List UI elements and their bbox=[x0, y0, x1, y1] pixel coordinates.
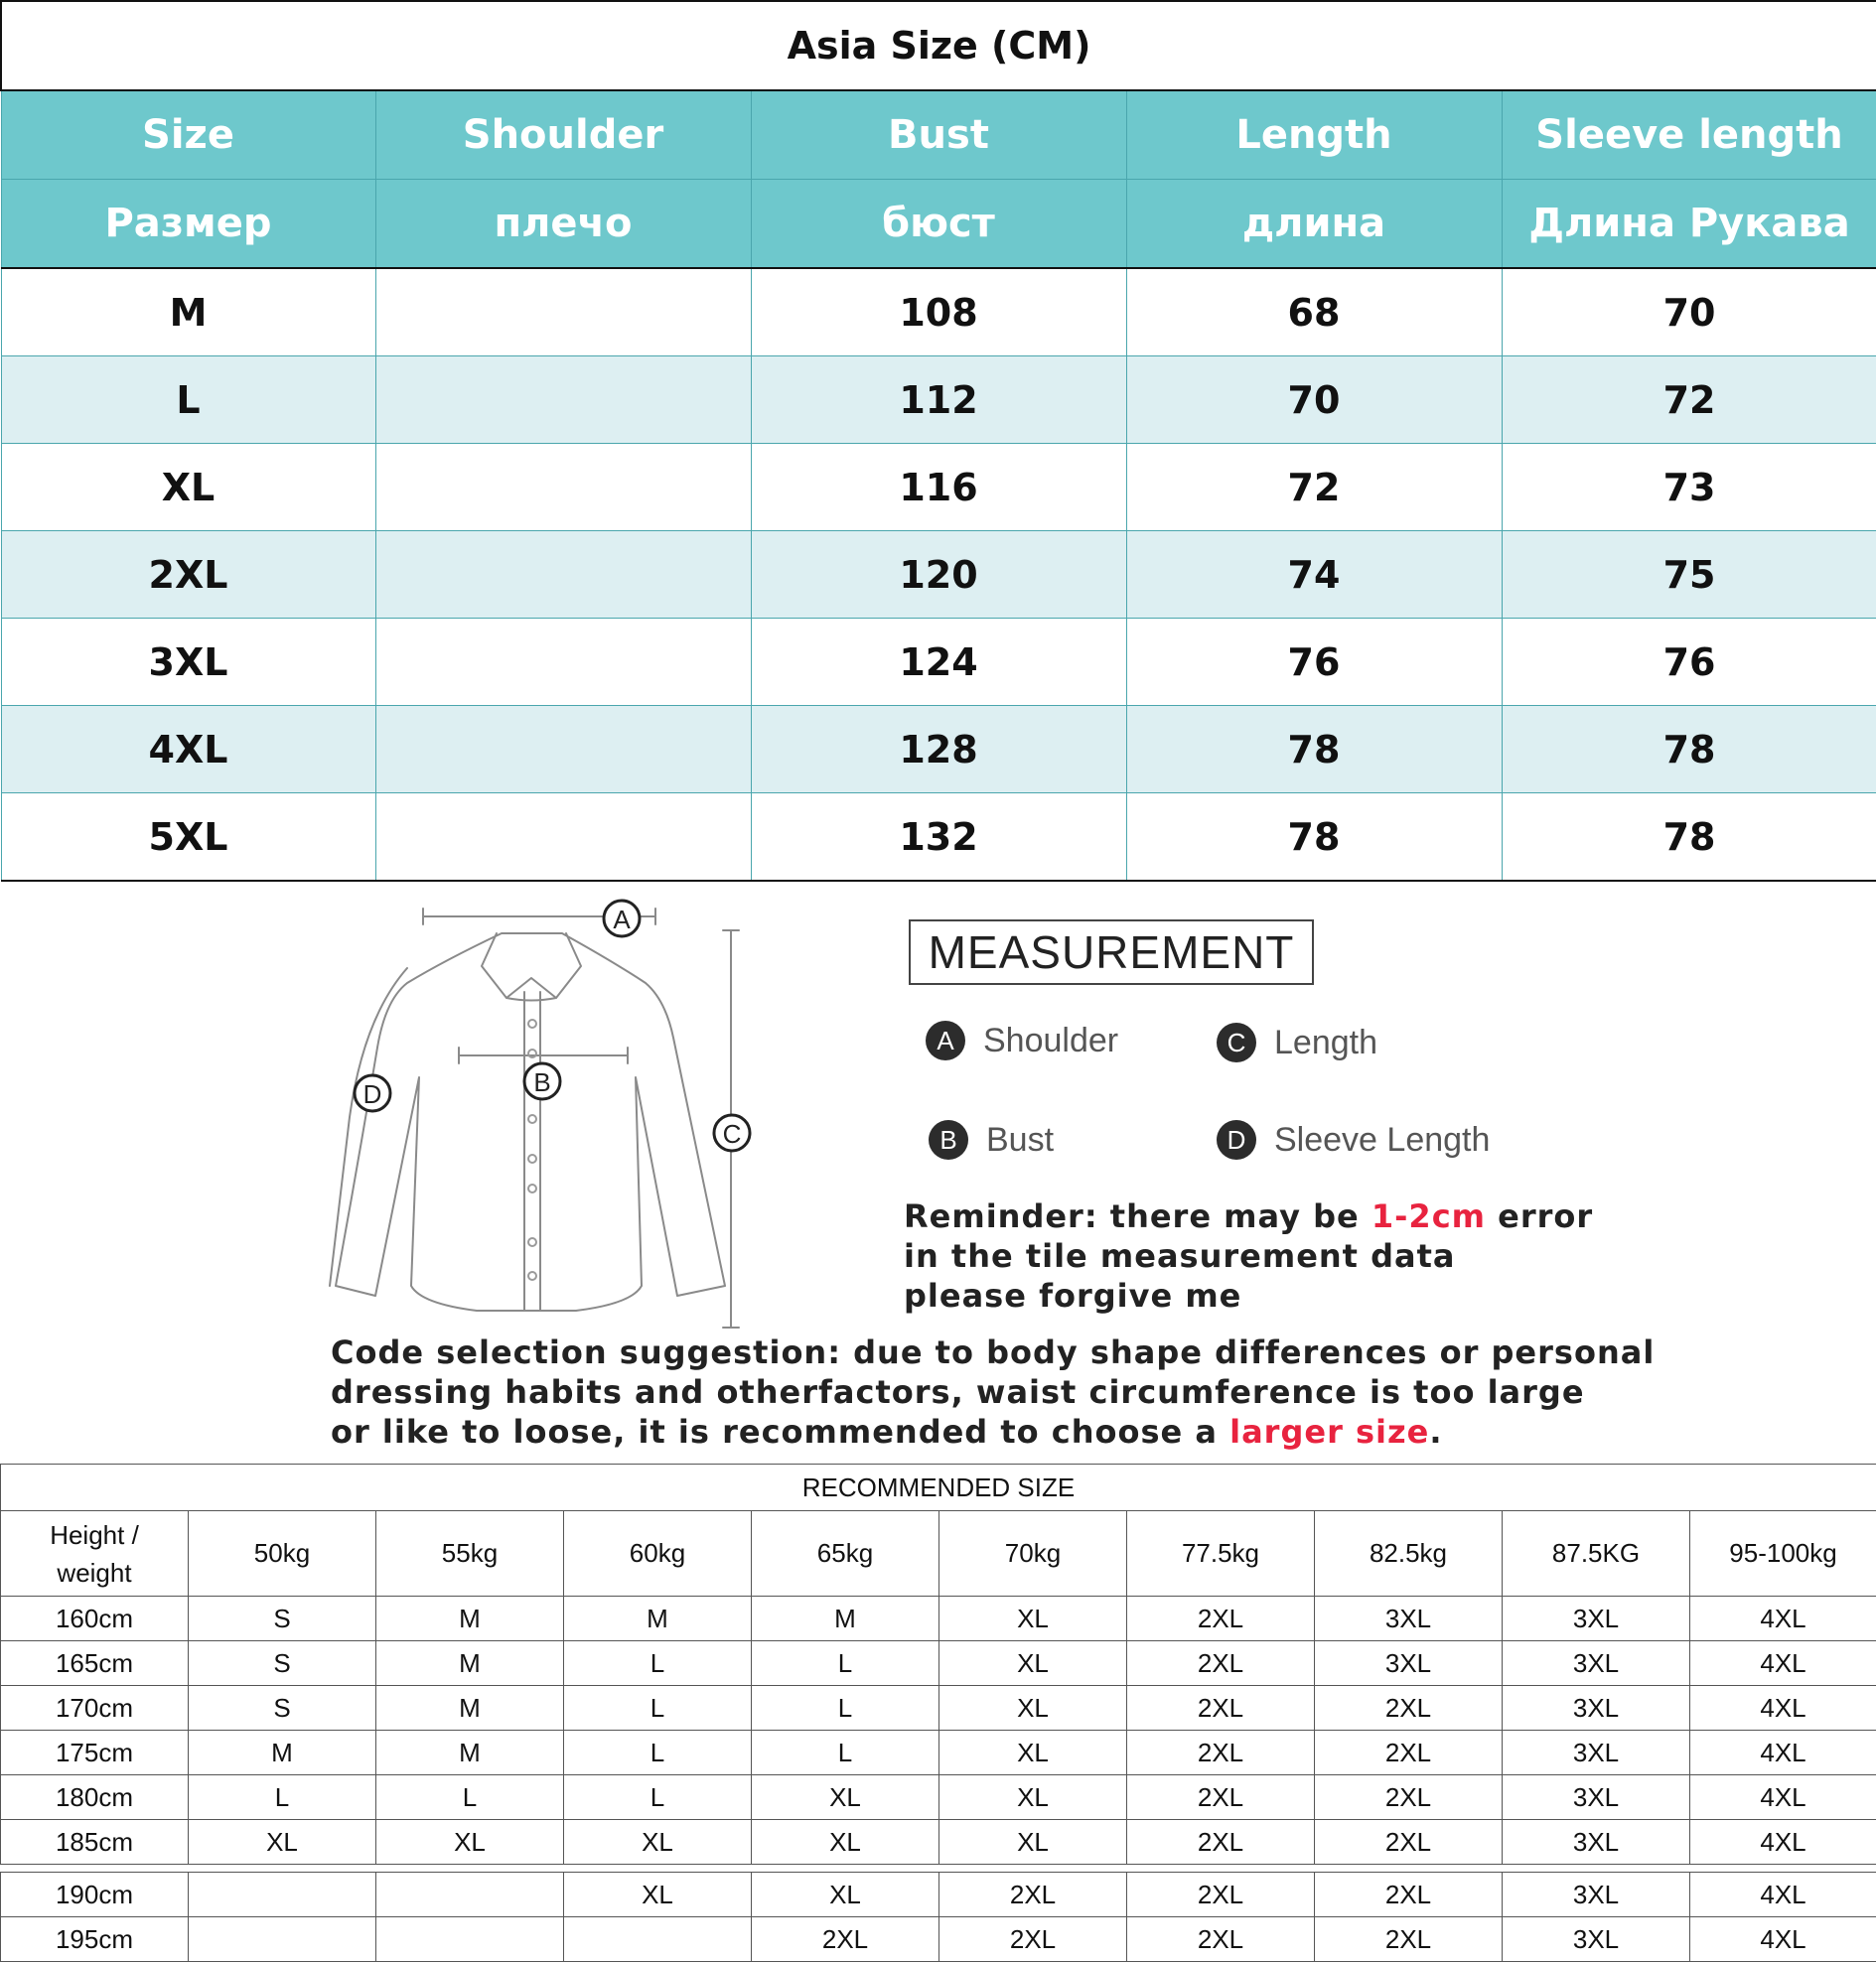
svg-text:C: C bbox=[722, 1119, 742, 1149]
recommended-size-cell: M bbox=[376, 1597, 564, 1641]
recommended-size-cell: 3XL bbox=[1503, 1917, 1690, 1962]
size-cell: 120 bbox=[751, 531, 1126, 619]
size-cell: 70 bbox=[1126, 356, 1502, 444]
legend-shoulder bbox=[926, 1021, 1118, 1060]
legend-shoulder-label: Shoulder bbox=[983, 1021, 1119, 1059]
reminder-prefix: Reminder: there may be bbox=[904, 1197, 1371, 1235]
recommended-size-cell bbox=[564, 1917, 752, 1962]
recommended-row bbox=[1, 1731, 1876, 1775]
legend-sleeve-length bbox=[1217, 1120, 1490, 1160]
weight-header: 95-100kg bbox=[1690, 1511, 1876, 1597]
height-cell: 190cm bbox=[1, 1873, 189, 1917]
size-cell: XL bbox=[1, 444, 375, 531]
recommended-size-cell: S bbox=[189, 1641, 376, 1686]
header-size: Size bbox=[1, 90, 375, 180]
recommended-size-cell bbox=[189, 1917, 376, 1962]
weight-header: 65kg bbox=[752, 1511, 939, 1597]
recommended-row bbox=[1, 1597, 1876, 1641]
recommended-size-cell: 3XL bbox=[1503, 1820, 1690, 1865]
height-cell: 180cm bbox=[1, 1775, 189, 1820]
size-cell bbox=[375, 706, 751, 793]
shirt-button bbox=[528, 1185, 536, 1192]
recommended-header-row bbox=[1, 1511, 1876, 1597]
recommended-size-cell: 2XL bbox=[1127, 1686, 1315, 1731]
recommended-row bbox=[1, 1873, 1876, 1917]
recommended-size-cell: 4XL bbox=[1690, 1686, 1876, 1731]
recommended-size-cell: XL bbox=[189, 1820, 376, 1865]
suggestion-line3-prefix: or like to loose, it is recommended to choose a bbox=[331, 1413, 1230, 1451]
recommended-size-cell: 2XL bbox=[1315, 1873, 1503, 1917]
recommended-size-cell: 3XL bbox=[1503, 1873, 1690, 1917]
recommended-size-cell: 3XL bbox=[1503, 1775, 1690, 1820]
height-cell: 185cm bbox=[1, 1820, 189, 1865]
recommended-size-cell bbox=[376, 1917, 564, 1962]
header-bust: Bust bbox=[751, 90, 1126, 180]
recommended-size-cell: 2XL bbox=[752, 1917, 939, 1962]
header-bust-ru: бюст bbox=[751, 180, 1126, 269]
recommended-row bbox=[1, 1686, 1876, 1731]
suggestion-note bbox=[331, 1332, 1655, 1452]
table-gap-cell bbox=[1, 1865, 1876, 1873]
size-cell: 76 bbox=[1502, 619, 1876, 706]
recommended-row bbox=[1, 1917, 1876, 1962]
table-gap bbox=[1, 1865, 1876, 1873]
height-cell: 195cm bbox=[1, 1917, 189, 1962]
reminder-line2: in the tile measurement data bbox=[904, 1237, 1456, 1275]
recommended-size-cell: M bbox=[376, 1731, 564, 1775]
header-length-ru: длина bbox=[1126, 180, 1502, 269]
recommended-size-cell: XL bbox=[752, 1820, 939, 1865]
recommended-size-cell: L bbox=[564, 1641, 752, 1686]
weight-header: 50kg bbox=[189, 1511, 376, 1597]
recommended-size-cell: L bbox=[376, 1775, 564, 1820]
recommended-size-cell: L bbox=[752, 1686, 939, 1731]
weight-header: 82.5kg bbox=[1315, 1511, 1503, 1597]
shirt-button bbox=[528, 1155, 536, 1163]
recommended-size-table bbox=[0, 1464, 1876, 1962]
shirt-button bbox=[528, 1020, 536, 1028]
recommended-size-cell: 2XL bbox=[1127, 1731, 1315, 1775]
size-cell: 4XL bbox=[1, 706, 375, 793]
size-cell: 72 bbox=[1502, 356, 1876, 444]
marker-d bbox=[355, 1075, 390, 1111]
size-row bbox=[1, 444, 1876, 531]
recommended-size-cell: 2XL bbox=[1127, 1775, 1315, 1820]
recommended-size-cell: M bbox=[376, 1686, 564, 1731]
recommended-size-cell: 3XL bbox=[1315, 1641, 1503, 1686]
size-cell: 108 bbox=[751, 268, 1126, 356]
recommended-size-cell: L bbox=[189, 1775, 376, 1820]
recommended-size-cell: 3XL bbox=[1503, 1686, 1690, 1731]
size-row bbox=[1, 356, 1876, 444]
suggestion-line3-suffix: . bbox=[1429, 1413, 1443, 1451]
size-cell: 76 bbox=[1126, 619, 1502, 706]
measurement-title: MEASUREMENT bbox=[909, 919, 1314, 985]
recommended-size-cell: XL bbox=[939, 1641, 1127, 1686]
recommended-size-cell: S bbox=[189, 1686, 376, 1731]
recommended-size-cell: 2XL bbox=[1315, 1731, 1503, 1775]
suggestion-line2: dressing habits and otherfactors, waist circumference is too large bbox=[331, 1373, 1585, 1411]
size-cell: 124 bbox=[751, 619, 1126, 706]
suggestion-line1: Code selection suggestion: due to body shape differences or personal bbox=[331, 1333, 1656, 1371]
svg-text:A: A bbox=[613, 905, 631, 934]
size-cell: 78 bbox=[1126, 793, 1502, 882]
recommended-size-cell: XL bbox=[939, 1686, 1127, 1731]
recommended-size-cell: 4XL bbox=[1690, 1820, 1876, 1865]
legend-length bbox=[1217, 1023, 1377, 1062]
height-weight-line2: weight bbox=[57, 1557, 132, 1588]
size-chart-table bbox=[0, 0, 1876, 882]
header-size-ru: Размер bbox=[1, 180, 375, 269]
badge-c-icon: C bbox=[1217, 1023, 1256, 1062]
recommended-size-cell: 2XL bbox=[1315, 1820, 1503, 1865]
recommended-size-cell: 2XL bbox=[1127, 1597, 1315, 1641]
size-cell: 112 bbox=[751, 356, 1126, 444]
recommended-size-cell: 2XL bbox=[1315, 1686, 1503, 1731]
weight-header: 60kg bbox=[564, 1511, 752, 1597]
weight-header: 55kg bbox=[376, 1511, 564, 1597]
svg-text:D: D bbox=[362, 1079, 382, 1109]
recommended-row bbox=[1, 1775, 1876, 1820]
recommended-size-cell: M bbox=[564, 1597, 752, 1641]
recommended-size-cell: L bbox=[564, 1731, 752, 1775]
recommended-size-cell: 3XL bbox=[1503, 1597, 1690, 1641]
recommended-size-cell: 2XL bbox=[939, 1917, 1127, 1962]
recommended-size-cell: 2XL bbox=[1315, 1917, 1503, 1962]
shirt-button bbox=[528, 1115, 536, 1123]
recommended-row bbox=[1, 1641, 1876, 1686]
size-cell bbox=[375, 531, 751, 619]
marker-a bbox=[604, 901, 640, 936]
recommended-size-cell: XL bbox=[939, 1775, 1127, 1820]
size-cell: 116 bbox=[751, 444, 1126, 531]
reminder-line3: please forgive me bbox=[904, 1277, 1242, 1315]
recommended-size-cell: 3XL bbox=[1315, 1597, 1503, 1641]
recommended-size-cell: M bbox=[376, 1641, 564, 1686]
size-cell: 74 bbox=[1126, 531, 1502, 619]
shirt-button bbox=[528, 1238, 536, 1246]
reminder-note bbox=[904, 1196, 1593, 1316]
size-cell: 128 bbox=[751, 706, 1126, 793]
size-cell: M bbox=[1, 268, 375, 356]
recommended-size-cell bbox=[376, 1873, 564, 1917]
size-cell: 78 bbox=[1126, 706, 1502, 793]
recommended-size-cell: XL bbox=[376, 1820, 564, 1865]
recommended-size-cell: XL bbox=[564, 1820, 752, 1865]
recommended-size-cell: 4XL bbox=[1690, 1775, 1876, 1820]
size-cell bbox=[375, 619, 751, 706]
height-weight-header bbox=[1, 1511, 189, 1597]
recommended-size-cell: L bbox=[752, 1641, 939, 1686]
recommended-size-cell: 4XL bbox=[1690, 1641, 1876, 1686]
size-cell: 78 bbox=[1502, 706, 1876, 793]
recommended-size-title: RECOMMENDED SIZE bbox=[1, 1465, 1876, 1511]
weight-header: 87.5KG bbox=[1503, 1511, 1690, 1597]
svg-text:B: B bbox=[533, 1067, 551, 1097]
recommended-size-cell: 2XL bbox=[939, 1873, 1127, 1917]
size-cell bbox=[375, 444, 751, 531]
size-row bbox=[1, 619, 1876, 706]
recommended-size-body bbox=[1, 1511, 1876, 1962]
recommended-size-cell: S bbox=[189, 1597, 376, 1641]
size-cell: 70 bbox=[1502, 268, 1876, 356]
size-cell: 73 bbox=[1502, 444, 1876, 531]
height-cell: 175cm bbox=[1, 1731, 189, 1775]
recommended-size-cell: L bbox=[564, 1775, 752, 1820]
recommended-size-cell bbox=[189, 1873, 376, 1917]
legend-sleeve-length-label: Sleeve Length bbox=[1274, 1120, 1491, 1159]
height-cell: 160cm bbox=[1, 1597, 189, 1641]
badge-d-icon: D bbox=[1217, 1120, 1256, 1160]
recommended-size-cell: XL bbox=[939, 1731, 1127, 1775]
shirt-diagram bbox=[328, 889, 765, 1340]
recommended-size-cell: XL bbox=[564, 1873, 752, 1917]
recommended-size-cell: 4XL bbox=[1690, 1731, 1876, 1775]
recommended-size-cell: XL bbox=[752, 1775, 939, 1820]
recommended-size-cell: 2XL bbox=[1315, 1775, 1503, 1820]
recommended-size-cell: 2XL bbox=[1127, 1873, 1315, 1917]
size-cell: 2XL bbox=[1, 531, 375, 619]
recommended-size-cell: M bbox=[189, 1731, 376, 1775]
recommended-row bbox=[1, 1820, 1876, 1865]
size-chart-body bbox=[1, 268, 1876, 881]
recommended-size-cell: XL bbox=[939, 1597, 1127, 1641]
recommended-size-cell: 4XL bbox=[1690, 1873, 1876, 1917]
size-row bbox=[1, 268, 1876, 356]
size-cell: 72 bbox=[1126, 444, 1502, 531]
header-length: Length bbox=[1126, 90, 1502, 180]
recommended-size-cell: 2XL bbox=[1127, 1917, 1315, 1962]
header-sleeve-length-ru: Длина Рукава bbox=[1502, 180, 1876, 269]
size-cell: L bbox=[1, 356, 375, 444]
recommended-size-cell: L bbox=[752, 1731, 939, 1775]
suggestion-highlight: larger size bbox=[1229, 1413, 1430, 1451]
size-row bbox=[1, 531, 1876, 619]
marker-c bbox=[714, 1115, 750, 1151]
shirt-button bbox=[528, 1272, 536, 1280]
header-shoulder: Shoulder bbox=[375, 90, 751, 180]
size-cell: 5XL bbox=[1, 793, 375, 882]
legend-bust-label: Bust bbox=[986, 1120, 1055, 1159]
size-cell: 3XL bbox=[1, 619, 375, 706]
size-cell bbox=[375, 268, 751, 356]
size-cell bbox=[375, 356, 751, 444]
recommended-size-cell: L bbox=[564, 1686, 752, 1731]
badge-b-icon: B bbox=[929, 1120, 968, 1160]
recommended-size-cell: 3XL bbox=[1503, 1641, 1690, 1686]
size-cell: 68 bbox=[1126, 268, 1502, 356]
recommended-size-cell: 4XL bbox=[1690, 1597, 1876, 1641]
badge-a-icon: A bbox=[926, 1021, 965, 1060]
height-cell: 170cm bbox=[1, 1686, 189, 1731]
recommended-size-cell: XL bbox=[752, 1873, 939, 1917]
header-sleeve-length: Sleeve length bbox=[1502, 90, 1876, 180]
legend-bust bbox=[929, 1120, 1054, 1160]
recommended-size-cell: 2XL bbox=[1127, 1641, 1315, 1686]
size-row bbox=[1, 793, 1876, 882]
size-cell: 132 bbox=[751, 793, 1126, 882]
recommended-size-cell: 2XL bbox=[1127, 1820, 1315, 1865]
legend-length-label: Length bbox=[1274, 1023, 1377, 1061]
size-cell: 75 bbox=[1502, 531, 1876, 619]
height-cell: 165cm bbox=[1, 1641, 189, 1686]
height-weight-line1: Height / bbox=[50, 1519, 139, 1550]
weight-header: 77.5kg bbox=[1127, 1511, 1315, 1597]
size-cell bbox=[375, 793, 751, 882]
recommended-size-cell: XL bbox=[939, 1820, 1127, 1865]
reminder-suffix: error bbox=[1486, 1197, 1594, 1235]
weight-header: 70kg bbox=[939, 1511, 1127, 1597]
size-chart-title: Asia Size (CM) bbox=[1, 1, 1876, 90]
recommended-size-cell: 4XL bbox=[1690, 1917, 1876, 1962]
header-shoulder-ru: плечо bbox=[375, 180, 751, 269]
reminder-highlight: 1-2cm bbox=[1371, 1197, 1486, 1235]
marker-b bbox=[524, 1063, 560, 1099]
recommended-size-cell: M bbox=[752, 1597, 939, 1641]
size-cell: 78 bbox=[1502, 793, 1876, 882]
size-row bbox=[1, 706, 1876, 793]
recommended-size-cell: 3XL bbox=[1503, 1731, 1690, 1775]
